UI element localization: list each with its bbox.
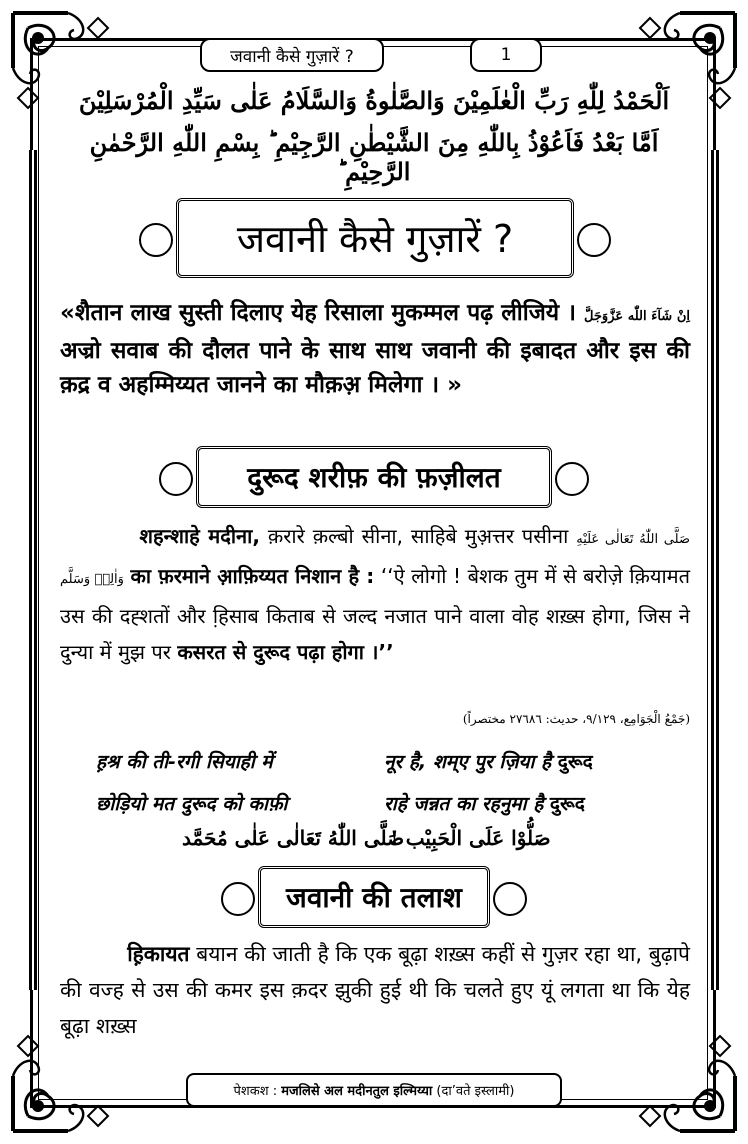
intro-paragraph [60, 296, 690, 402]
durood-text-1: क़रारे क़ल्बो सीना, साहिबे मुअ़त्तर पसीना [267, 524, 569, 548]
main-title: जवानी कैसे गुज़ारें ? [236, 217, 514, 261]
intro-text-1: «शैतान लाख सुस्ती दिलाए येह रिसाला मुकम्मल पढ़ लीजिये । [60, 300, 576, 326]
hikayat-text: बयान की जाती है कि एक बूढ़ा शख़्स कहीं से गुज़र रहा था, बुढ़ापे की वज्ह से उस की कमर इस क़दर झुकी हुई थी कि चलते हुए यूं लगता था कि येह बूढ़ा शख़्स [60, 942, 690, 1038]
section-durood-title: दुरूद शरीफ़ की फ़ज़ीलत [247, 461, 501, 494]
side-ornament-right-icon [708, 150, 722, 990]
inshallah-arabic: اِنْ شَآءَ اللّٰه عَزَّوَجَلَّ [584, 309, 690, 324]
section-durood-title-frame [196, 446, 552, 508]
side-ornament-left-icon [26, 150, 40, 990]
poem-line-2-right: राहे जन्नत का रहनुमा है [384, 793, 544, 815]
poem-line-2-left: छोड़ियो मत दुरूद को काफ़ी [96, 793, 288, 815]
hadith-quote-bold: कसरत से दुरूद पढ़ा होगा ।’’ [177, 640, 394, 664]
hadith-reference: (جَمْعُ الْجَوَامِع، ٩/١٢٩، حديث: ٢٧٦٨٦ مختصراً) [462, 712, 690, 726]
footer-box [186, 1073, 562, 1107]
poem-line-1-end: दुरूद [557, 751, 593, 773]
footer-org-note: (दा’वते इस्लामी) [436, 1084, 515, 1099]
intro-text-2: अज्रो सवाब की दौलत पाने के साथ साथ जवानी की इबादत और इस की क़द्र व अहम्मिय्यत जानने का मौक़अ़ मिलेगा । » [60, 338, 690, 398]
section-talash-title-frame [258, 866, 490, 928]
hikayat-paragraph [60, 936, 690, 1044]
poem-line-1-left: ह़श्र की ती-रगी सियाही में [96, 751, 273, 773]
main-title-frame [176, 198, 574, 278]
footer-label: पेशकश : [233, 1084, 278, 1099]
header-title: जवानी कैसे गुज़ारें ? [230, 46, 354, 67]
page-number-box [470, 38, 542, 72]
salawat-inline-arabic: صَلَّى اللّٰهُ تَعَالٰى عَلَيْهِ وَاٰلِهٖ وَسَلَّم [60, 532, 690, 587]
arabic-taawwuz-line: اَمَّا بَعْدُ فَاَعُوْذُ بِاللّٰهِ مِنَ الشَّيْطٰنِ الرَّجِيْمِ ؕ بِسْمِ اللّٰهِ الرَّحْمٰنِ الرَّحِيْمِ ؕ [89, 128, 659, 186]
section-talash-title: जवानी की तलाश [286, 881, 462, 914]
durood-text-2: का फ़रमाने आ़फ़िय्यत निशान है : [130, 564, 375, 588]
hadith-quote: ‘‘ऐ लोगो ! बेशक तुम में से बरोज़े क़ियामत उस की दह्शतों और हि़साब किताब से जल्द नजात पाने वाला वोह शख़्स होगा, जिस ने दुन्या में मुझ पर [60, 564, 691, 664]
poem-line-2-end: दुरूद [549, 793, 585, 815]
durood-paragraph [60, 518, 690, 670]
poem-line-1-right: नूर है, शम्ए पुर ज़िया है [384, 751, 552, 773]
shahanshah-lead: शहन्शाहे मदीना, [139, 524, 260, 548]
header-title-box [200, 38, 384, 72]
salu-alal-habib: صَلُّوْا عَلَى الْحَبِيْب ! [390, 826, 551, 850]
page-number: 1 [500, 45, 512, 65]
arabic-hamd-line: اَلْحَمْدُ لِلّٰهِ رَبِّ الْعٰلَمِيْنَ وَالصَّلٰوةُ وَالسَّلَامُ عَلٰى سَيِّدِ الْمُرْسَلِيْنَ [78, 86, 670, 115]
hikayat-lead: ह़िकायत [127, 942, 190, 966]
footer-org: मजलिसे अल मदीनतुल इल्मिय्या [281, 1084, 433, 1099]
sallallahu-ala-muhammad: صَلَّى اللّٰهُ تَعَالٰى عَلٰى مُحَمَّد [182, 826, 405, 850]
